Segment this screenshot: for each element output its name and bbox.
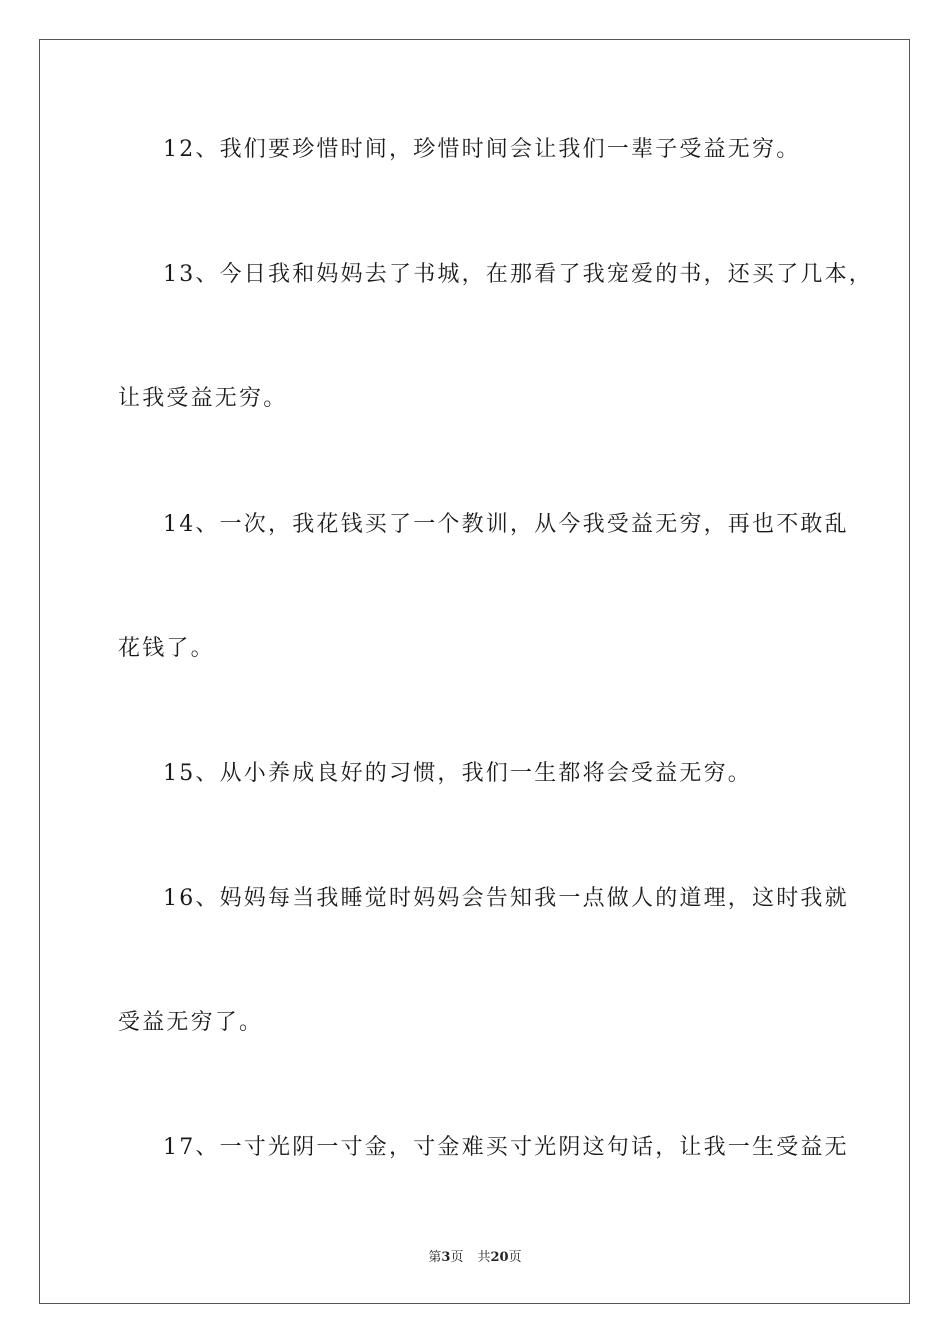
- page-prefix: 第: [428, 1250, 442, 1265]
- paragraph-line-13: 13、今日我和妈妈去了书城，在那看了我宠爱的书，还买了几本，: [163, 262, 873, 287]
- page-footer: [0, 1246, 950, 1265]
- page-suffix: 页: [450, 1250, 464, 1265]
- paragraph-line-16-cont: 受益无穷了。: [118, 1010, 264, 1035]
- paragraph-line-12: 12、我们要珍惜时间，珍惜时间会让我们一辈子受益无穷。: [163, 137, 801, 162]
- paragraph-line-17: 17、一寸光阴一寸金，寸金难买寸光阴这句话，让我一生受益无: [163, 1135, 849, 1160]
- paragraph-line-13-cont: 让我受益无穷。: [118, 386, 288, 411]
- page-border: [39, 39, 910, 1304]
- paragraph-line-16: 16、妈妈每当我睡觉时妈妈会告知我一点做人的道理，这时我就: [163, 886, 849, 911]
- paragraph-line-14: 14、一次，我花钱买了一个教训，从今我受益无穷，再也不敢乱: [163, 512, 849, 537]
- total-prefix: 共: [477, 1250, 491, 1265]
- page-number: 3: [441, 1250, 451, 1265]
- paragraph-line-14-cont: 花钱了。: [118, 636, 215, 661]
- paragraph-line-15: 15、从小养成良好的习惯，我们一生都将会受益无穷。: [163, 761, 752, 786]
- total-suffix: 页: [508, 1250, 522, 1265]
- total-pages: 20: [490, 1250, 509, 1265]
